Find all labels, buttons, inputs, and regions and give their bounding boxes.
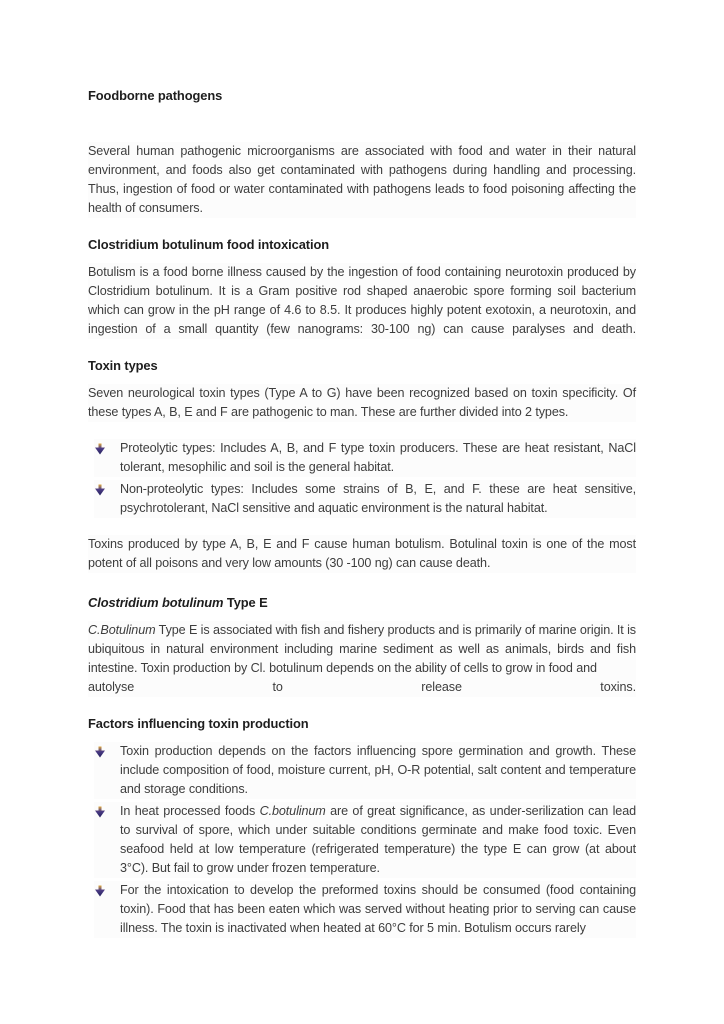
heading-species-italic: Clostridium botulinum — [88, 595, 224, 610]
down-arrow-bullet-icon — [94, 805, 106, 817]
paragraph-intro: Several human pathogenic microorganisms are associated with food and water in their natural environment, and foods also get contaminated with pathogens during handling and processing. Thus, ingestion of food or water contaminated with pathogens leads to food poisoning affecting the health of consumers. — [88, 142, 636, 218]
list-item-text — [120, 804, 636, 875]
segment-pre: In heat processed foods — [120, 804, 260, 818]
down-arrow-bullet-icon — [94, 442, 106, 454]
list-item-text: Non-proteolytic types: Includes some strains of B, E, and F. these are heat sensitive, psychrotolerant, NaCl sensitive and aquatic environment is the natural habitat. — [120, 482, 636, 515]
species-name-italic: C.botulinum — [259, 804, 326, 818]
species-name-italic: C.Botulinum — [88, 623, 156, 637]
segment-post: are of great significance, as under-serilization can lead to survival of spore, which under suitable conditions germinate and make food toxic. Even seafood held at low temperature (refrigerated temperature) the type E can grow (at about 3°C). But fail to grow under frozen temperature. — [120, 804, 636, 875]
down-arrow-bullet-icon — [94, 483, 106, 495]
down-arrow-bullet-icon — [94, 745, 106, 757]
list-item-toxin-production — [94, 742, 636, 799]
word: toxins. — [600, 680, 636, 694]
word: to — [272, 680, 283, 694]
list-item-text: Toxin production depends on the factors influencing spore germination and growth. These include composition of food, moisture current, pH, O-R potential, salt content and temperature and storage conditions. — [120, 744, 636, 796]
list-item-text: Proteolytic types: Includes A, B, and F type toxin producers. These are heat resistant, NaCl tolerant, mesophilic and soil is the general habitat. — [120, 441, 636, 474]
paragraph-botulism: Botulism is a food borne illness caused by the ingestion of food containing neurotoxin produced by Clostridium botulinum. It is a Gram positive rod shaped anaerobic spore forming soil bacterium which can grow in the pH range of 4.6 to 8.5. It produces highly potent exotoxin, a neurotoxin, and ingestion of a small quantity (few nanograms: 30-100 ng) can cause paralyses and death. — [88, 263, 636, 339]
toxin-type-list — [88, 439, 636, 518]
list-item-heat-processed — [94, 802, 636, 878]
word: release — [421, 680, 462, 694]
word: autolyse — [88, 680, 135, 694]
paragraph-type-e — [88, 621, 636, 678]
paragraph-human-botulism: Toxins produced by type A, B, E and F cause human botulism. Botulinal toxin is one of the most potent of all poisons and very low amounts (30 -100 ng) can cause death. — [88, 535, 636, 573]
justified-last-line — [88, 678, 636, 697]
paragraph-type-e-block — [88, 621, 636, 697]
list-item-proteolytic — [94, 439, 636, 477]
factors-list — [88, 742, 636, 938]
heading-toxin-types: Toxin types — [88, 358, 158, 373]
paragraph-toxin-types: Seven neurological toxin types (Type A to G) have been recognized based on toxin specificity. Of these types A, B, E and F are pathogenic to man. These are further divided into 2 types. — [88, 384, 636, 422]
list-item-text: For the intoxication to develop the preformed toxins should be consumed (food containing toxin). Food that has been eaten which was served without heating prior to serving can cause illness. The toxin is inactivated when heated at 60°C for 5 min. Botulism occurs rarely — [120, 883, 636, 935]
heading-clostridium-intoxication: Clostridium botulinum food intoxication — [88, 237, 329, 252]
heading-clostridium-type-e — [88, 593, 636, 612]
heading-type-e-regular: Type E — [223, 595, 268, 610]
down-arrow-bullet-icon — [94, 884, 106, 896]
list-item-intoxication — [94, 881, 636, 938]
paragraph-type-e-text: Type E is associated with fish and fishery products and is primarily of marine origin. It is ubiquitous in natural environment including marine sediment as well as animals, birds and fish intestine. Toxin production by Cl. botulinum depends on the ability of cells to grow in food and — [88, 623, 636, 675]
heading-factors: Factors influencing toxin production — [88, 716, 309, 731]
list-item-non-proteolytic — [94, 480, 636, 518]
heading-foodborne-pathogens: Foodborne pathogens — [88, 88, 223, 103]
